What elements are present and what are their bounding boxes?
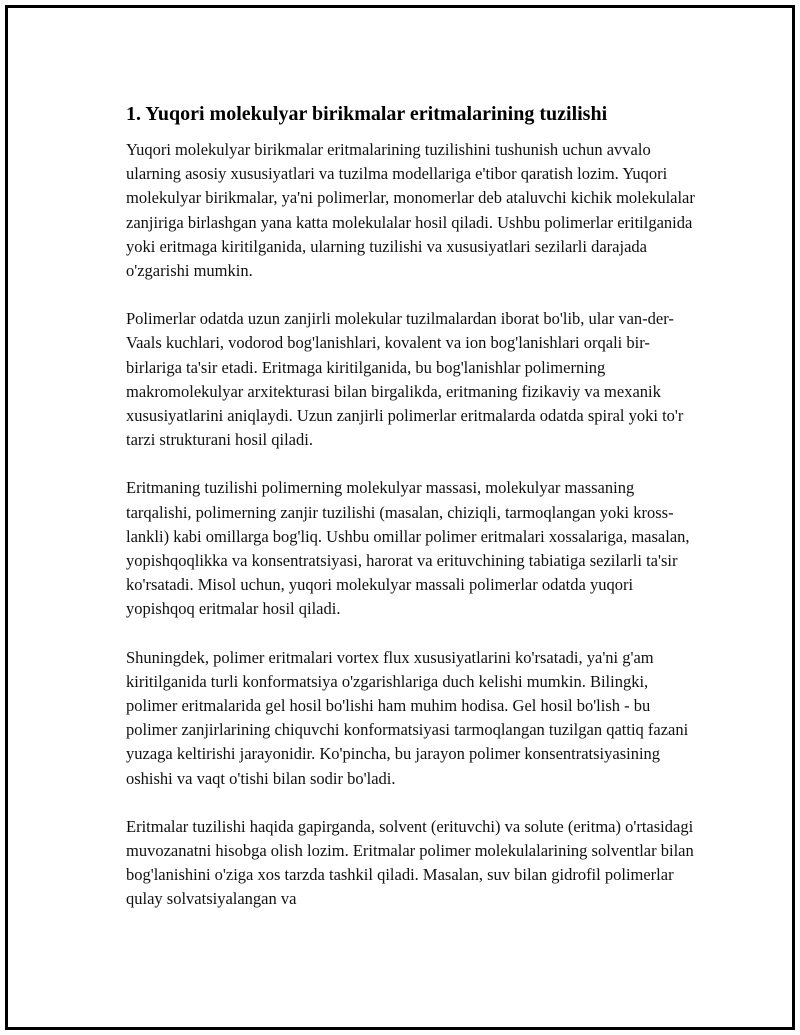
- document-page: [5, 5, 795, 1030]
- paragraph-3: Eritmaning tuzilishi polimerning molekulyar massasi, molekulyar massaning tarqalishi, polimerning zanjir tuzilishi (masalan, chiziqli, tarmoqlangan yoki kross-lankli) kabi omillarga bog'liq. Ushbu omillar polimer eritmalari xossalariga, masalan, yopishqoqlikka va konsentratsiyasi, harorat va erituvchining tabiatiga sezilarli ta'sir ko'rsatadi. Misol uchun, yuqori molekulyar massali polimerlar odatda yuqori yopishqoq eritmalar hosil qiladi.: [126, 478, 690, 619]
- paragraph-5: Eritmalar tuzilishi haqida gapirganda, solvent (erituvchi) va solute (eritma) o'rtasidagi muvozanatni hisobga olish lozim. Eritmalar polimer molekulalarining solventlar bilan bog'lanishini o'ziga xos tarzda tashkil qiladi. Masalan, suv bilan gidrofil polimerlar qulay solvatsiyalangan va: [126, 816, 694, 909]
- section-heading: 1. Yuqori molekulyar birikmalar eritmalarining tuzilishi: [126, 103, 608, 125]
- document-body: [126, 100, 698, 936]
- paragraph-4: Shuningdek, polimer eritmalari vortex flux xususiyatlarini ko'rsatadi, ya'ni g'am kiritilganida turli konformatsiya o'zgarishlariga duch kelishi mumkin. Bilingki, polimer eritmalarida gel hosil bo'lishi ham muhim hodisa. Gel hosil bo'lish - bu polimer zanjirlarining chiquvchi konformatsiyasi tarmoqlangan tuzilgan qattiq fazani yuzaga keltirishi jarayonidir. Ko'pincha, bu jarayon polimer konsentratsiyasining oshishi va vaqt o'tishi bilan sodir bo'ladi.: [126, 647, 689, 788]
- paragraph-1: Yuqori molekulyar birikmalar eritmalarining tuzilishini tushunish uchun avvalo ularning asosiy xususiyatlari va tuzilma modellariga e'tibor qaratish lozim. Yuqori molekulyar birikmalar, ya'ni polimerlar, monomerlar deb ataluvchi kichik molekulalar zanjiriga birlashgan yana katta molekulalar hosil qiladi. Ushbu polimerlar eritilganida yoki eritmaga kiritilganida, ularning tuzilishi va xususiyatlari sezilarli darajada o'zgarishi mumkin.: [126, 140, 695, 281]
- paragraph-2: Polimerlar odatda uzun zanjirli molekular tuzilmalardan iborat bo'lib, ular van-der-Vaals kuchlari, vodorod bog'lanishlari, kovalent va ion bog'lanishlari orqali bir-birlariga ta'sir etadi. Eritmaga kiritilganida, bu bog'lanishlar polimerning makromolekulyar arxitekturasi bilan birgalikda, eritmaning fizikaviy va mexanik xususiyatlarini aniqlaydi. Uzun zanjirli polimerlar eritmalarda odatda spiral yoki to'r tarzi strukturani hosil qiladi.: [126, 309, 684, 450]
